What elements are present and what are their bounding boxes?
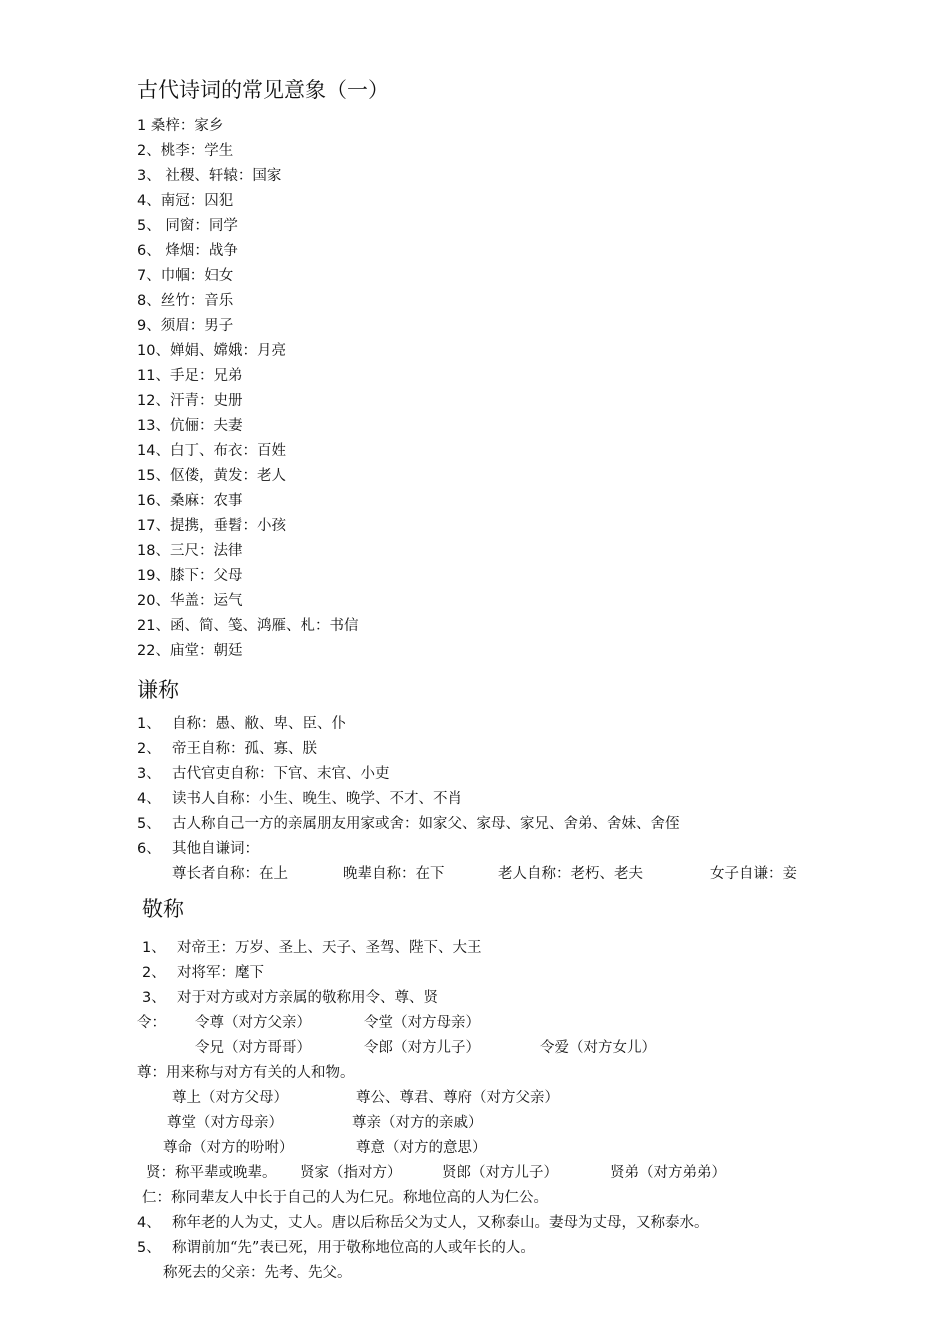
humble-other-item: 尊长者自称：在上: [172, 866, 288, 882]
zun-item: 尊堂（对方母亲）: [167, 1115, 283, 1131]
list-item: 2、 对将军：麾下: [142, 965, 264, 981]
ren-line: 仁：称同辈友人中长于自己的人为仁兄。称地位高的人为仁公。: [142, 1190, 548, 1206]
list-item: 1 桑梓：家乡: [137, 118, 224, 134]
zun-item: 尊命（对方的吩咐）: [163, 1140, 294, 1156]
list-item: 11、手足：兄弟: [137, 368, 243, 384]
list-item: 4、 称年老的人为丈，丈人。唐以后称岳父为丈人，又称泰山。妻母为丈母，又称泰水。: [137, 1215, 709, 1231]
ling-item: 令尊（对方父亲）: [195, 1015, 311, 1031]
list-item: 15、伛偻，黄发：老人: [137, 468, 286, 484]
ling-item: 令兄（对方哥哥）: [195, 1040, 311, 1056]
zun-item: 尊公、尊君、尊府（对方父亲）: [356, 1090, 559, 1106]
ling-item: 令郎（对方儿子）: [364, 1040, 480, 1056]
xian-item: 贤弟（对方弟弟）: [610, 1165, 726, 1181]
ling-item: 令爱（对方女儿）: [540, 1040, 656, 1056]
zun-item: 尊上（对方父母）: [172, 1090, 288, 1106]
list-item: 5、 称谓前加“先”表已死，用于敬称地位高的人或年长的人。: [137, 1240, 535, 1256]
list-item: 8、丝竹：音乐: [137, 293, 234, 309]
xian-item: 贤：称平辈或晚辈。: [146, 1165, 277, 1181]
ling-label: 令：: [137, 1015, 166, 1031]
list-item: 5、 古人称自己一方的亲属朋友用家或舍：如家父、家母、家兄、舍弟、舍妹、舍侄: [137, 816, 680, 832]
list-item: 21、函、简、笺、鸿雁、札：书信: [137, 618, 359, 634]
zun-item: 尊意（对方的意思）: [356, 1140, 487, 1156]
list-item: 12、汗青：史册: [137, 393, 243, 409]
humble-other-item: 老人自称：老朽、老夫: [498, 866, 643, 882]
ling-item: 令堂（对方母亲）: [364, 1015, 480, 1031]
list-item: 3、 社稷、轩辕：国家: [137, 168, 282, 184]
list-item: 5、 同窗：同学: [137, 218, 238, 234]
list-item: 3、 古代官吏自称：下官、末官、小吏: [137, 766, 390, 782]
xian-kao-line: 称死去的父亲：先考、先父。: [163, 1265, 352, 1281]
humble-other-item: 晚辈自称：在下: [343, 866, 445, 882]
list-item: 9、须眉：男子: [137, 318, 234, 334]
list-item: 6、 其他自谦词：: [137, 841, 259, 857]
list-item: 18、三尺：法律: [137, 543, 243, 559]
list-item: 20、华盖：运气: [137, 593, 243, 609]
list-item: 10、婵娟、嫦娥：月亮: [137, 343, 286, 359]
list-item: 13、伉俪：夫妻: [137, 418, 243, 434]
list-item: 16、桑麻：农事: [137, 493, 243, 509]
list-item: 2、 帝王自称：孤、寡、朕: [137, 741, 317, 757]
list-item: 3、 对于对方或对方亲属的敬称用令、尊、贤: [142, 990, 438, 1006]
list-item: 14、白丁、布衣：百姓: [137, 443, 286, 459]
list-item: 6、 烽烟：战争: [137, 243, 238, 259]
xian-item: 贤郎（对方儿子）: [442, 1165, 558, 1181]
section-title-humble: 谦称: [137, 678, 179, 702]
list-item: 1、 自称：愚、敝、卑、臣、仆: [137, 716, 346, 732]
list-item: 7、巾帼：妇女: [137, 268, 234, 284]
page-title: 古代诗词的常见意象（一）: [137, 78, 389, 102]
list-item: 22、庙堂：朝廷: [137, 643, 243, 659]
list-item: 17、提携，垂髫：小孩: [137, 518, 286, 534]
humble-other-item: 女子自谦：妾: [710, 866, 797, 882]
list-item: 4、 读书人自称：小生、晚生、晚学、不才、不肖: [137, 791, 462, 807]
list-item: 2、桃李：学生: [137, 143, 234, 159]
list-item: 19、膝下：父母: [137, 568, 243, 584]
xian-item: 贤家（指对方）: [300, 1165, 402, 1181]
section-title-honor: 敬称: [142, 897, 184, 921]
list-item: 4、南冠：囚犯: [137, 193, 234, 209]
list-item: 1、 对帝王：万岁、圣上、天子、圣驾、陛下、大王: [142, 940, 482, 956]
zun-intro: 尊：用来称与对方有关的人和物。: [137, 1065, 355, 1081]
zun-item: 尊亲（对方的亲戚）: [352, 1115, 483, 1131]
